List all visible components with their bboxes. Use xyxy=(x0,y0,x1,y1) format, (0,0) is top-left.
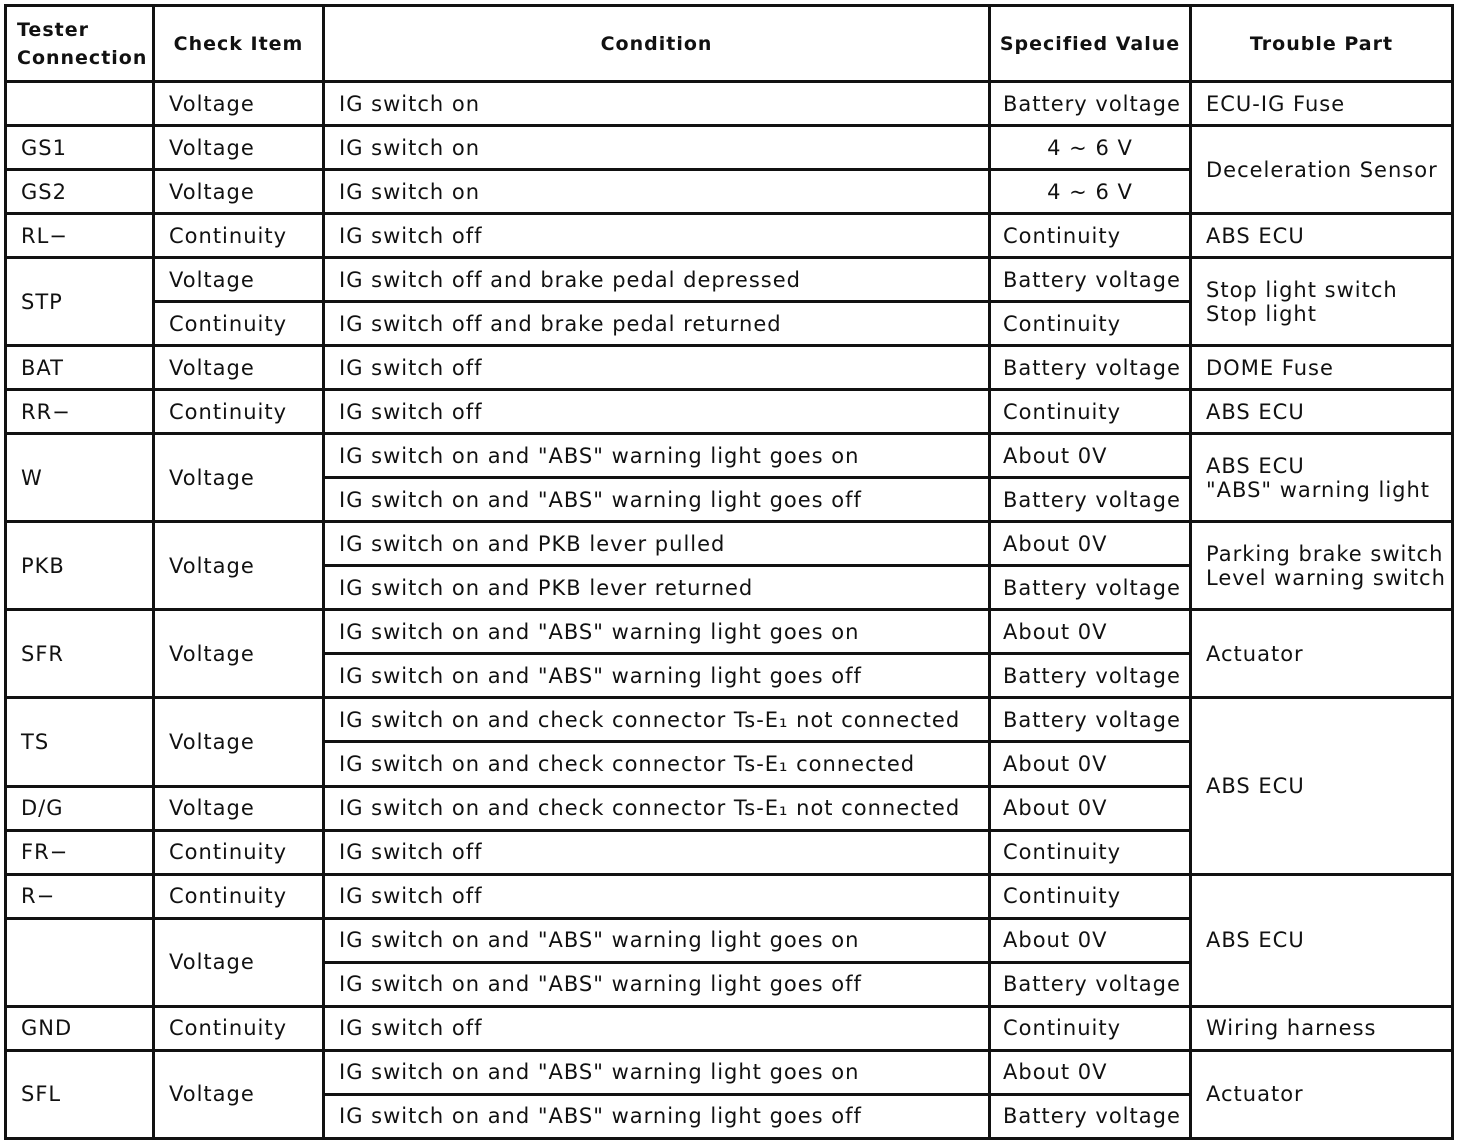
table-row xyxy=(6,126,1453,170)
specified-value-cell: 4 ~ 6 V xyxy=(990,126,1191,170)
table-row xyxy=(6,698,1453,742)
condition-cell: IG switch on xyxy=(324,126,990,170)
specified-value-cell: Continuity xyxy=(990,830,1191,874)
specified-value-cell: About 0V xyxy=(990,522,1191,566)
trouble-part-line: Parking brake switch xyxy=(1206,541,1444,566)
condition-cell: IG switch off xyxy=(324,214,990,258)
check-item-cell: Continuity xyxy=(154,214,324,258)
trouble-part-cell: DOME Fuse xyxy=(1191,346,1453,390)
tester-connection-cell: BAT xyxy=(6,346,154,390)
tester-connection-cell: R− xyxy=(6,874,154,918)
condition-cell: IG switch on and "ABS" warning light goes off xyxy=(324,478,990,522)
trouble-part-cell: Actuator xyxy=(1191,610,1453,698)
trouble-part-cell: ECU-IG Fuse xyxy=(1191,82,1453,126)
header-tester-connection: Tester Connection xyxy=(6,6,154,82)
check-item-cell: Continuity xyxy=(154,302,324,346)
specified-value-cell: Battery voltage xyxy=(990,566,1191,610)
header-specified-value: Specified Value xyxy=(990,6,1191,82)
tester-connection-cell: TS xyxy=(6,698,154,786)
condition-cell: IG switch on and PKB lever pulled xyxy=(324,522,990,566)
specified-value-cell: Continuity xyxy=(990,1006,1191,1050)
table-row xyxy=(6,258,1453,302)
tester-connection-cell: RL− xyxy=(6,214,154,258)
check-item-cell: Voltage xyxy=(154,522,324,610)
table-row xyxy=(6,214,1453,258)
table-row xyxy=(6,434,1453,478)
check-item-cell: Voltage xyxy=(154,434,324,522)
check-item-cell: Continuity xyxy=(154,830,324,874)
trouble-part-cell: Wiring harness xyxy=(1191,1006,1453,1050)
condition-cell: IG switch on and check connector Ts-E₁ connected xyxy=(324,742,990,786)
tester-connection-cell: SFL xyxy=(6,1050,154,1138)
check-item-cell: Voltage xyxy=(154,610,324,698)
check-table-sheet xyxy=(4,4,1451,1140)
condition-cell: IG switch off xyxy=(324,874,990,918)
tester-connection-cell: FR− xyxy=(6,830,154,874)
trouble-part-cell xyxy=(1191,434,1453,522)
condition-cell: IG switch on and "ABS" warning light goes on xyxy=(324,918,990,962)
condition-cell: IG switch on and "ABS" warning light goes on xyxy=(324,434,990,478)
check-item-cell: Continuity xyxy=(154,1006,324,1050)
specified-value-cell: Continuity xyxy=(990,302,1191,346)
specified-value-cell: About 0V xyxy=(990,786,1191,830)
check-item-cell: Voltage xyxy=(154,1050,324,1138)
specified-value-cell: About 0V xyxy=(990,610,1191,654)
trouble-part-line: Level warning switch xyxy=(1206,565,1446,590)
check-item-cell: Voltage xyxy=(154,918,324,1006)
check-item-cell: Voltage xyxy=(154,346,324,390)
condition-cell: IG switch on xyxy=(324,82,990,126)
tester-connection-cell: RR− xyxy=(6,390,154,434)
specified-value-cell: Continuity xyxy=(990,390,1191,434)
check-item-cell: Continuity xyxy=(154,390,324,434)
tester-connection-cell: GS1 xyxy=(6,126,154,170)
table-row xyxy=(6,390,1453,434)
tester-connection-cell xyxy=(6,918,154,1006)
table-row xyxy=(6,346,1453,390)
trouble-part-cell: ABS ECU xyxy=(1191,874,1453,1006)
check-item-cell: Voltage xyxy=(154,786,324,830)
table-row xyxy=(6,82,1453,126)
condition-cell: IG switch off and brake pedal depressed xyxy=(324,258,990,302)
specified-value-cell: About 0V xyxy=(990,742,1191,786)
condition-cell: IG switch on and "ABS" warning light goes on xyxy=(324,1050,990,1094)
specified-value-cell: Battery voltage xyxy=(990,258,1191,302)
condition-cell: IG switch on and "ABS" warning light goes off xyxy=(324,1094,990,1138)
header-check-item: Check Item xyxy=(154,6,324,82)
specified-value-cell: About 0V xyxy=(990,1050,1191,1094)
specified-value-cell: Continuity xyxy=(990,874,1191,918)
trouble-part-cell: ABS ECU xyxy=(1191,698,1453,874)
condition-cell: IG switch off and brake pedal returned xyxy=(324,302,990,346)
condition-cell: IG switch on xyxy=(324,170,990,214)
specified-value-cell: About 0V xyxy=(990,434,1191,478)
header-row xyxy=(6,6,1453,82)
tester-connection-cell: STP xyxy=(6,258,154,346)
table-row xyxy=(6,1050,1453,1094)
condition-cell: IG switch on and check connector Ts-E₁ not connected xyxy=(324,698,990,742)
condition-cell: IG switch on and "ABS" warning light goes off xyxy=(324,654,990,698)
trouble-part-line: ABS ECU xyxy=(1206,453,1305,478)
specified-value-cell: 4 ~ 6 V xyxy=(990,170,1191,214)
trouble-part-line: Stop light switch xyxy=(1206,277,1398,302)
check-item-cell: Continuity xyxy=(154,874,324,918)
tester-connection-cell: PKB xyxy=(6,522,154,610)
specified-value-cell: Battery voltage xyxy=(990,346,1191,390)
header-trouble-part: Trouble Part xyxy=(1191,6,1453,82)
trouble-part-cell: ABS ECU xyxy=(1191,390,1453,434)
condition-cell: IG switch off xyxy=(324,346,990,390)
tester-connection-cell: SFR xyxy=(6,610,154,698)
condition-cell: IG switch off xyxy=(324,390,990,434)
table-row xyxy=(6,1006,1453,1050)
tester-connection-cell xyxy=(6,82,154,126)
tester-connection-cell: GND xyxy=(6,1006,154,1050)
tester-connection-cell: GS2 xyxy=(6,170,154,214)
tester-connection-cell: W xyxy=(6,434,154,522)
table-row xyxy=(6,522,1453,566)
check-item-cell: Voltage xyxy=(154,82,324,126)
trouble-part-cell: ABS ECU xyxy=(1191,214,1453,258)
table-row xyxy=(6,874,1453,918)
check-item-cell: Voltage xyxy=(154,698,324,786)
condition-cell: IG switch on and check connector Ts-E₁ not connected xyxy=(324,786,990,830)
condition-cell: IG switch on and "ABS" warning light goes off xyxy=(324,962,990,1006)
check-item-cell: Voltage xyxy=(154,126,324,170)
condition-cell: IG switch on and PKB lever returned xyxy=(324,566,990,610)
check-item-cell: Voltage xyxy=(154,258,324,302)
check-item-cell: Voltage xyxy=(154,170,324,214)
trouble-part-cell: Deceleration Sensor xyxy=(1191,126,1453,214)
specified-value-cell: Battery voltage xyxy=(990,698,1191,742)
specified-value-cell: Continuity xyxy=(990,214,1191,258)
specified-value-cell: Battery voltage xyxy=(990,962,1191,1006)
table-row xyxy=(6,610,1453,654)
specified-value-cell: Battery voltage xyxy=(990,478,1191,522)
trouble-part-cell: Actuator xyxy=(1191,1050,1453,1138)
ecu-terminal-check-table xyxy=(4,4,1454,1140)
trouble-part-cell xyxy=(1191,522,1453,610)
specified-value-cell: Battery voltage xyxy=(990,654,1191,698)
condition-cell: IG switch off xyxy=(324,830,990,874)
trouble-part-cell xyxy=(1191,258,1453,346)
specified-value-cell: About 0V xyxy=(990,918,1191,962)
specified-value-cell: Battery voltage xyxy=(990,82,1191,126)
condition-cell: IG switch on and "ABS" warning light goes on xyxy=(324,610,990,654)
specified-value-cell: Battery voltage xyxy=(990,1094,1191,1138)
condition-cell: IG switch off xyxy=(324,1006,990,1050)
tester-connection-cell: D/G xyxy=(6,786,154,830)
trouble-part-line: "ABS" warning light xyxy=(1206,477,1431,502)
header-condition: Condition xyxy=(324,6,990,82)
trouble-part-line: Stop light xyxy=(1206,301,1317,326)
